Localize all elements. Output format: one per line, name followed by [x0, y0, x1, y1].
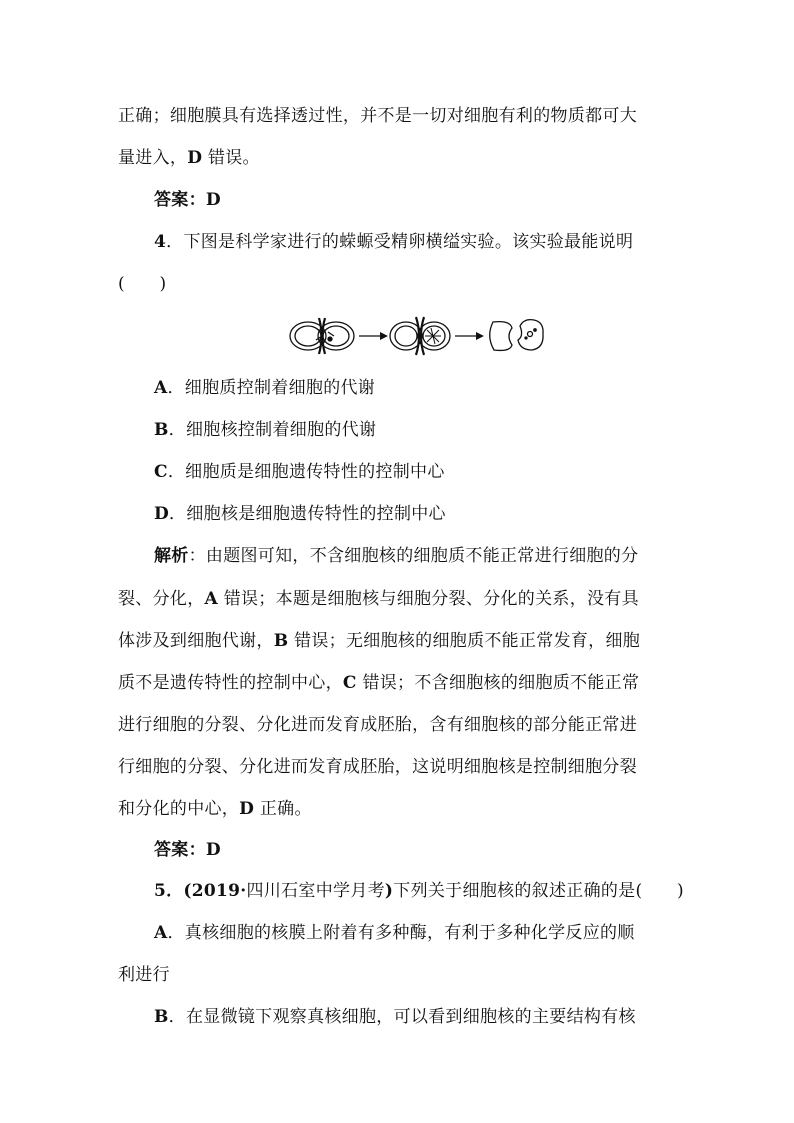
option-key: C: [154, 462, 168, 482]
option-text: ．细胞质控制着细胞的代谢: [167, 378, 376, 398]
question-4: [154, 230, 633, 254]
question-number: 4: [154, 232, 167, 252]
explanation-line: [118, 755, 637, 779]
option-text: ．在显微镜下观察真核细胞，可以看到细胞核的主要结构有核: [168, 1007, 636, 1027]
explanation-line: [118, 587, 639, 611]
option-text: ．细胞核控制着细胞的代谢: [168, 420, 377, 440]
question-number: 5．(2019·: [154, 881, 247, 901]
text-line: [118, 104, 637, 128]
option-a: [154, 376, 375, 400]
text-line: [118, 146, 260, 170]
option-key: D: [154, 504, 170, 524]
answer-label: 答案：: [154, 190, 206, 210]
option-text: ．细胞质是细胞遗传特性的控制中心: [167, 462, 445, 482]
blank-parentheses: ( ): [118, 274, 167, 294]
text: 错误；本题是细胞核与细胞分裂、分化的关系，没有具: [218, 589, 639, 609]
option-ref: D: [187, 148, 203, 168]
text: 和分化的中心，: [118, 799, 240, 819]
option-a: [154, 921, 635, 945]
option-key: A: [154, 923, 168, 943]
option-ref: C: [342, 673, 357, 693]
text: 正确；细胞膜具有选择透过性，并不是一切对细胞有利的物质都可大: [118, 106, 637, 126]
explanation-line: [118, 671, 639, 695]
salamander-egg-experiment-figure: [288, 312, 548, 360]
answer-line: [154, 188, 221, 212]
explanation-line: [118, 629, 640, 653]
explanation-line: [118, 713, 637, 737]
option-text: ．细胞核是细胞遗传特性的控制中心: [169, 504, 446, 524]
explanation-line: [154, 544, 638, 568]
option-ref: D: [239, 799, 255, 819]
option-b: [154, 418, 376, 442]
option-key: B: [154, 1007, 169, 1027]
text: 裂、分化，: [118, 589, 205, 609]
text: 进行细胞的分裂、分化进而发育成胚胎，含有细胞核的部分能正常进: [118, 715, 637, 735]
option-text: ．真核细胞的核膜上附着有多种酶，有利于多种化学反应的顺: [167, 923, 635, 943]
text: ): [384, 881, 394, 901]
text: 错误；无细胞核的细胞质不能正常发育，细胞: [288, 631, 641, 651]
answer-blank: [118, 272, 166, 296]
answer-label: 答案：: [154, 840, 206, 860]
explanation-line: [118, 797, 312, 821]
option-d: [154, 502, 446, 526]
answer-value: D: [205, 840, 221, 860]
text: 正确。: [254, 799, 312, 819]
option-b: [154, 1005, 636, 1029]
text: 量进入，: [118, 148, 188, 168]
option-c: [154, 460, 445, 484]
option-key: A: [154, 378, 168, 398]
text: 错误。: [202, 148, 260, 168]
option-continuation: [118, 963, 170, 987]
option-key: B: [154, 420, 169, 440]
option-ref: B: [273, 631, 289, 651]
option-ref: A: [204, 589, 218, 609]
explanation-label: 解析: [154, 546, 189, 566]
text: ：由题图可知，不含细胞核的细胞质不能正常进行细胞的分: [188, 546, 639, 566]
answer-value: D: [205, 190, 221, 210]
text: 体涉及到细胞代谢，: [118, 631, 274, 651]
option-text: 利进行: [118, 965, 170, 985]
question-5: [154, 879, 684, 903]
question-source: 四川石室中学月考: [246, 881, 385, 901]
text: 质不是遗传特性的控制中心，: [118, 673, 343, 693]
answer-line: [154, 838, 221, 862]
text: 错误；不含细胞核的细胞质不能正常: [356, 673, 640, 693]
text: 行细胞的分裂、分化进而发育成胚胎，这说明细胞核是控制细胞分裂: [118, 757, 637, 777]
blank-parentheses: ( ): [635, 881, 684, 901]
question-text: ．下图是科学家进行的蝾螈受精卵横缢实验。该实验最能说明: [166, 232, 634, 252]
question-text: 下列关于细胞核的叙述正确的是: [393, 881, 636, 901]
